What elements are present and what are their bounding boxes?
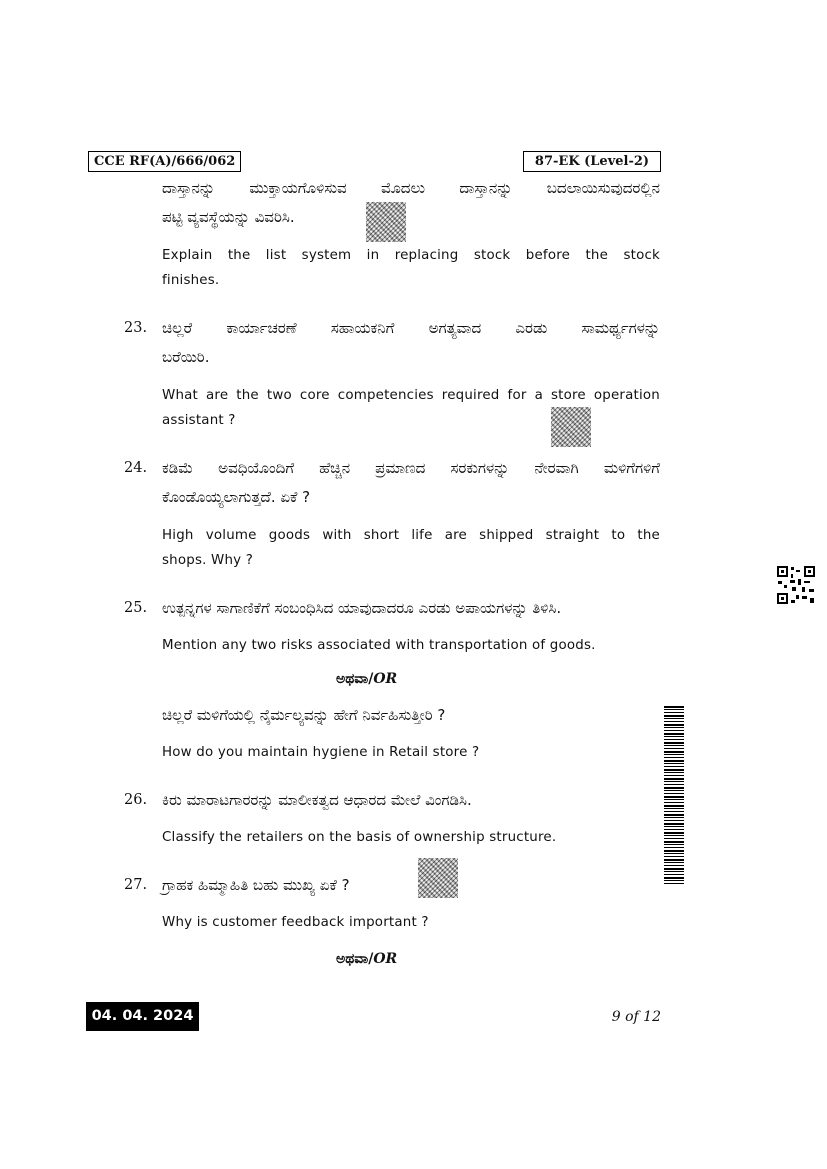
- question-25-kannada: ಉತ್ಪನ್ನಗಳ ಸಾಗಾಣಿಕೆಗೆ ಸಂಬಂಧಿಸಿದ ಯಾವುದಾದರೂ ಎರಡು ಅಪಾಯಗಳನ್ನು ತಿಳಿಸಿ.: [162, 599, 562, 617]
- or-separator-1-kannada: ಅಥವಾ: [336, 671, 369, 687]
- question-27-kannada: ಗ್ರಾಹಕ ಹಿಮ್ಮಾಹಿತಿ ಬಹು ಮುಖ್ಯ ಏಕೆ ?: [162, 876, 350, 894]
- question-24-english-line-1: High volume goods with short life are shipped straight to the: [162, 528, 660, 543]
- exam-date: 04. 04. 2024: [86, 1002, 199, 1031]
- barcode-icon: [664, 706, 684, 886]
- question-24-kannada-line-2: ಕೊಂಡೊಯ್ಯಲಾಗುತ್ತದೆ. ಏಕೆ ?: [162, 488, 311, 506]
- or-separator-2-english: OR: [373, 951, 398, 967]
- or-separator-1-english: OR: [373, 671, 398, 687]
- question-25-number: 25.: [124, 600, 148, 616]
- question-22-english-line-1: Explain the list system in replacing stock before the stock: [162, 248, 660, 263]
- or-separator-2-kannada: ಅಥವಾ: [336, 951, 369, 967]
- question-23-english-line-2: assistant ?: [162, 413, 236, 428]
- question-26-english: Classify the retailers on the basis of ownership structure.: [162, 830, 557, 845]
- question-24-number: 24.: [124, 460, 148, 476]
- watermark-noise-3: [418, 858, 458, 898]
- question-25-alt-english: How do you maintain hygiene in Retail store ?: [162, 745, 480, 760]
- question-23-kannada-line-1: ಚಿಲ್ಲರೆ ಕಾರ್ಯಾಚರಣೆ ಸಹಾಯಕನಿಗೆ ಅಗತ್ಯವಾದ ಎರಡು ಸಾಮರ್ಥ್ಯಗಳನ್ನು: [162, 319, 660, 337]
- question-23-kannada-line-2: ಬರೆಯಿರಿ.: [162, 348, 210, 366]
- question-23-number: 23.: [124, 320, 148, 336]
- or-separator-1: ಅಥವಾ/OR: [336, 671, 398, 687]
- question-24-english-line-2: shops. Why ?: [162, 553, 254, 568]
- question-25-english: Mention any two risks associated with transportation of goods.: [162, 638, 596, 653]
- question-22-kannada-line-2: ಪಟ್ಟಿ ವ್ಯವಸ್ಥೆಯನ್ನು ವಿವರಿಸಿ.: [162, 208, 295, 226]
- question-25-alt-kannada: ಚಿಲ್ಲರೆ ಮಳಿಗೆಯಲ್ಲಿ ನೈರ್ಮಲ್ಯವನ್ನು ಹೇಗೆ ನಿರ್ವಹಿಸುತ್ತೀರಿ ?: [162, 706, 446, 724]
- question-27-english: Why is customer feedback important ?: [162, 915, 429, 930]
- qr-code-icon: [776, 565, 816, 605]
- watermark-noise-1: [366, 202, 406, 242]
- subject-code: 87-EK (Level-2): [523, 151, 661, 172]
- paper-code: CCE RF(A)/666/062: [88, 151, 241, 172]
- question-26-number: 26.: [124, 792, 148, 808]
- page-number: 9 of 12: [611, 1009, 661, 1025]
- question-24-kannada-line-1: ಕಡಿಮೆ ಅವಧಿಯೊಂದಿಗೆ ಹೆಚ್ಚಿನ ಪ್ರಮಾಣದ ಸರಕುಗಳನ್ನು ನೇರವಾಗಿ ಮಳಿಗೆಗಳಿಗೆ: [162, 459, 660, 477]
- watermark-noise-2: [551, 407, 591, 447]
- question-22-kannada-line-1: ದಾಸ್ತಾನನ್ನು ಮುಕ್ತಾಯಗೊಳಿಸುವ ಮೊದಲು ದಾಸ್ತಾನನ್ನು ಬದಲಾಯಿಸುವುದರಲ್ಲಿನ: [162, 179, 660, 197]
- question-26-kannada: ಕಿರು ಮಾರಾಟಗಾರರನ್ನು ಮಾಲೀಕತ್ವದ ಆಧಾರದ ಮೇಲೆ ವಿಂಗಡಿಸಿ.: [162, 791, 472, 809]
- question-27-number: 27.: [124, 877, 148, 893]
- or-separator-2: ಅಥವಾ/OR: [336, 951, 398, 967]
- question-22-english-line-2: finishes.: [162, 273, 220, 288]
- question-23-english-line-1: What are the two core competencies required for a store operation: [162, 388, 660, 403]
